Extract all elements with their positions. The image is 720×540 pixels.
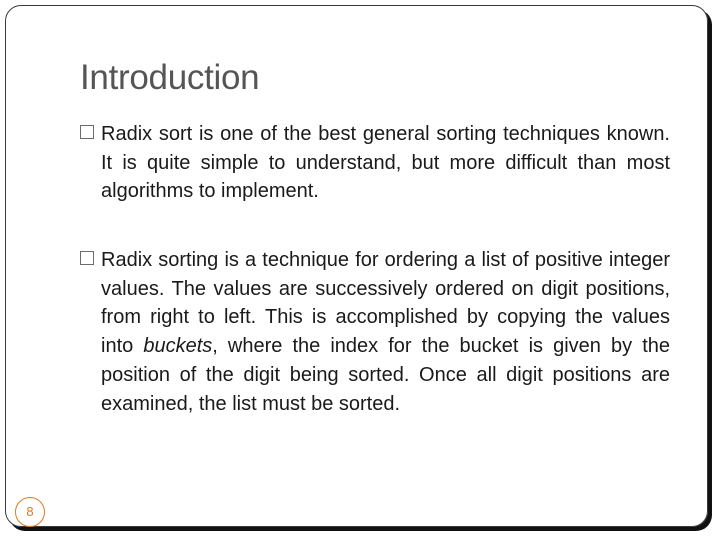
bullet-text-part: , where the index for the bucket is given by the position of the digit being sorted. Once all digit positions are examined, the list must be sorted.	[101, 335, 670, 415]
bullet-item	[80, 120, 670, 206]
bullet-text	[101, 246, 670, 418]
emphasized-term: buckets	[143, 335, 213, 358]
slide-title: Introduction	[80, 58, 260, 97]
hollow-square-bullet-icon	[80, 251, 94, 265]
bullet-text-part: Radix sorting is a technique for ordering a list of positive integer values. The values are successively ordered on digit positions, from right to left. This is accomplished by copying the values into	[101, 249, 670, 358]
bullet-text: Radix sort is one of the best general sorting techniques known. It is quite simple to understand, but more difficult than most algorithms to implement.	[101, 123, 670, 203]
slide-number-badge: 8	[15, 497, 45, 527]
bullet-item	[80, 246, 670, 418]
hollow-square-bullet-icon	[80, 125, 94, 139]
